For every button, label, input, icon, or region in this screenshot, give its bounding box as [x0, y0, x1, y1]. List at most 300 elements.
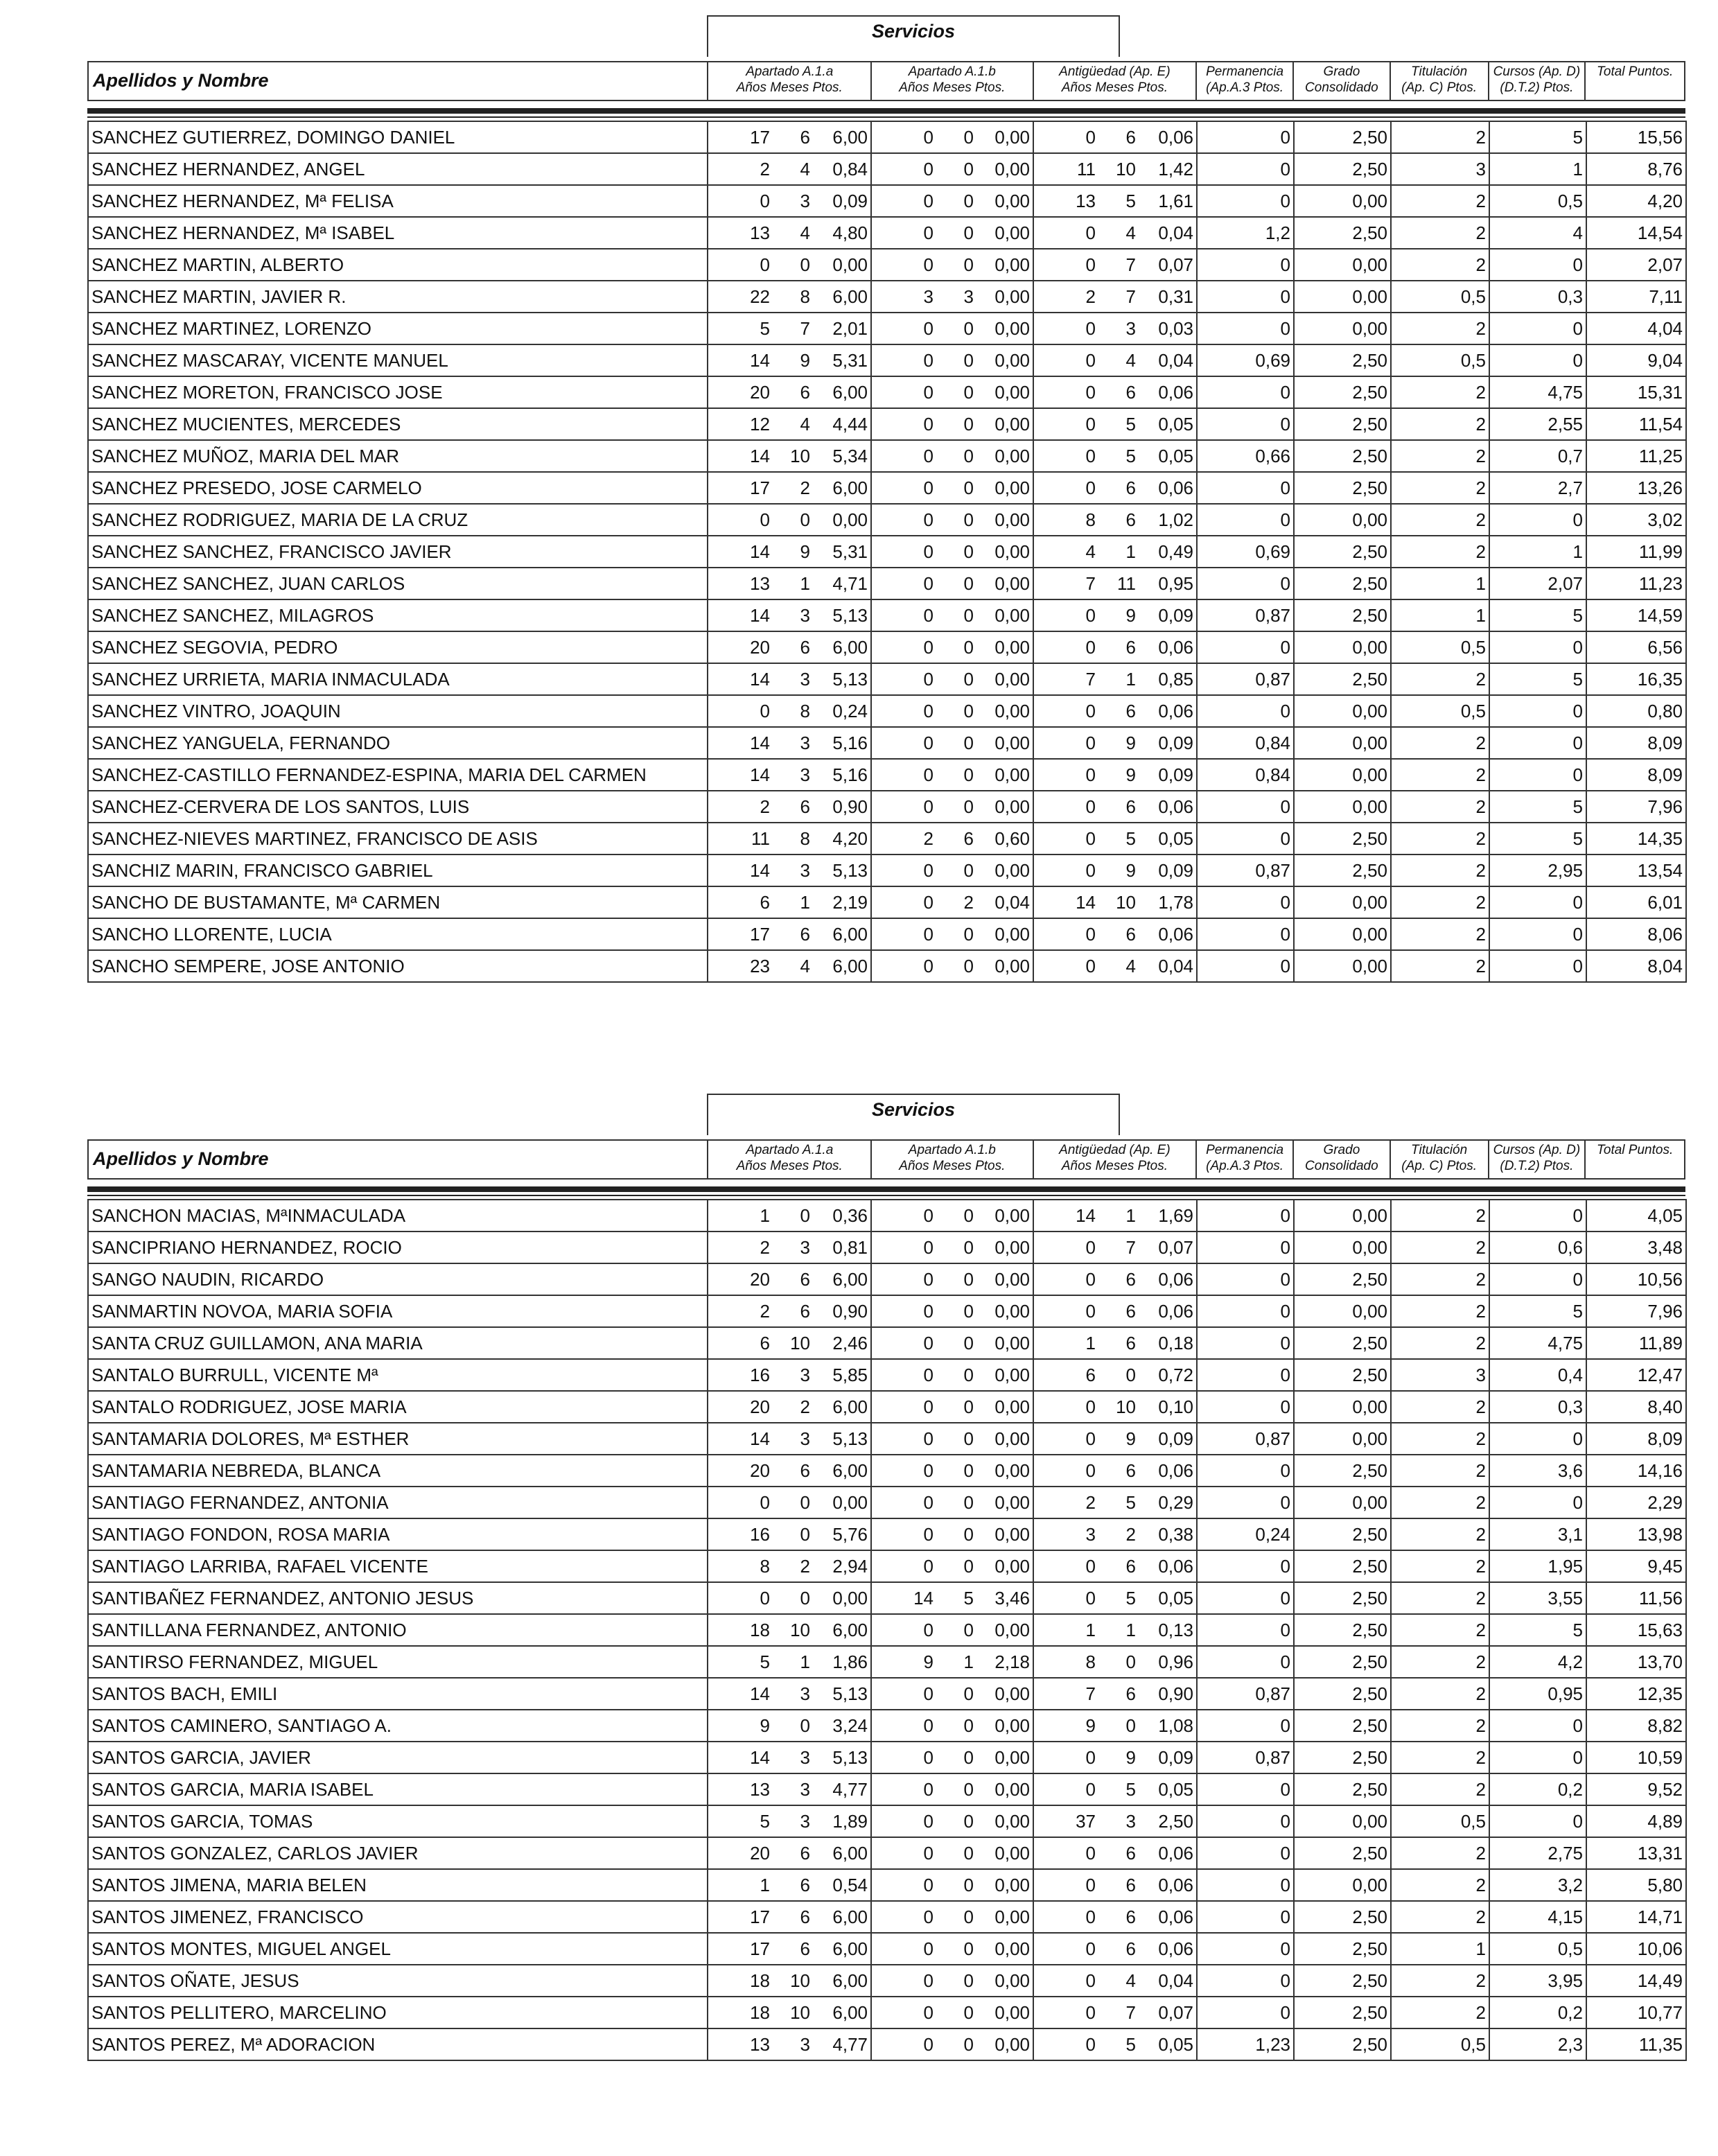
cell-a1a-months: 3 — [773, 1232, 813, 1263]
table-row — [88, 1232, 1686, 1263]
cell-a1a-years: 1 — [708, 1869, 773, 1901]
table-row — [88, 1710, 1686, 1742]
cell-antig-months: 6 — [1098, 1901, 1139, 1933]
cell-total: 12,35 — [1586, 1678, 1686, 1710]
col-header-cursos: Cursos (Ap. D) (D.T.2) Ptos. — [1488, 1141, 1585, 1178]
cell-a1b-years: 0 — [871, 1455, 936, 1487]
cell-a1b-months: 5 — [936, 1582, 976, 1614]
cell-titulacion: 2 — [1391, 313, 1489, 344]
cell-a1a-points: 5,16 — [813, 727, 871, 759]
cell-antig-years: 37 — [1033, 1805, 1098, 1837]
cell-a1a-years: 13 — [708, 1773, 773, 1805]
cell-a1b-points: 0,00 — [976, 1614, 1033, 1646]
cell-titulacion: 2 — [1391, 1263, 1489, 1295]
cell-a1b-points: 0,00 — [976, 217, 1033, 249]
cell-antig-points: 0,07 — [1139, 1232, 1197, 1263]
cell-a1b-points: 0,00 — [976, 376, 1033, 408]
cell-a1a-years: 2 — [708, 153, 773, 185]
table-row — [88, 918, 1686, 950]
cell-a1a-years: 20 — [708, 631, 773, 663]
cell-a1b-years: 0 — [871, 344, 936, 376]
cell-antig-points: 1,02 — [1139, 504, 1197, 536]
cell-a1b-points: 0,00 — [976, 1295, 1033, 1327]
cell-a1b-months: 0 — [936, 2028, 976, 2060]
cell-a1a-years: 6 — [708, 1327, 773, 1359]
table-row — [88, 568, 1686, 599]
cell-a1a-years: 14 — [708, 727, 773, 759]
cell-permanencia: 0 — [1197, 249, 1294, 281]
cell-a1a-points: 5,76 — [813, 1518, 871, 1550]
cell-permanencia: 0,66 — [1197, 440, 1294, 472]
data-table — [87, 121, 1687, 983]
cell-a1b-months: 0 — [936, 1263, 976, 1295]
cell-a1a-years: 20 — [708, 1837, 773, 1869]
cell-a1a-months: 6 — [773, 1263, 813, 1295]
cell-total: 6,56 — [1586, 631, 1686, 663]
cell-antig-years: 0 — [1033, 2028, 1098, 2060]
cell-a1a-years: 6 — [708, 886, 773, 918]
cell-cursos: 0 — [1489, 249, 1586, 281]
cell-cursos: 4,75 — [1489, 376, 1586, 408]
cell-name: SANTOS MONTES, MIGUEL ANGEL — [88, 1933, 708, 1965]
table-row — [88, 1391, 1686, 1423]
cell-permanencia: 0 — [1197, 185, 1294, 217]
cell-a1a-years: 0 — [708, 185, 773, 217]
cell-name: SANCHEZ-CERVERA DE LOS SANTOS, LUIS — [88, 791, 708, 823]
col-header-cursos: Cursos (Ap. D) (D.T.2) Ptos. — [1488, 62, 1585, 100]
cell-a1b-years: 0 — [871, 504, 936, 536]
cell-a1b-points: 0,00 — [976, 1869, 1033, 1901]
cell-grado: 2,50 — [1294, 408, 1391, 440]
cell-antig-years: 0 — [1033, 1965, 1098, 1997]
cell-a1a-points: 0,00 — [813, 1582, 871, 1614]
cell-antig-months: 6 — [1098, 504, 1139, 536]
cell-name: SANCHEZ-NIEVES MARTINEZ, FRANCISCO DE ASIS — [88, 823, 708, 854]
cell-permanencia: 0 — [1197, 1710, 1294, 1742]
cell-name: SANCHEZ SANCHEZ, FRANCISCO JAVIER — [88, 536, 708, 568]
cell-a1a-years: 13 — [708, 568, 773, 599]
cell-a1b-points: 0,00 — [976, 950, 1033, 982]
table-row — [88, 823, 1686, 854]
cell-cursos: 0 — [1489, 631, 1586, 663]
cell-a1a-years: 14 — [708, 1742, 773, 1773]
column-header-row — [87, 61, 1685, 101]
cell-a1b-months: 1 — [936, 1646, 976, 1678]
cell-antig-points: 0,13 — [1139, 1614, 1197, 1646]
cell-a1b-months: 0 — [936, 759, 976, 791]
cell-antig-years: 0 — [1033, 313, 1098, 344]
cell-a1a-months: 6 — [773, 791, 813, 823]
cell-antig-points: 0,09 — [1139, 759, 1197, 791]
cell-permanencia: 0 — [1197, 1200, 1294, 1232]
cell-antig-months: 9 — [1098, 727, 1139, 759]
cell-permanencia: 0 — [1197, 1359, 1294, 1391]
cell-antig-months: 6 — [1098, 918, 1139, 950]
cell-total: 13,31 — [1586, 1837, 1686, 1869]
cell-a1a-months: 6 — [773, 1455, 813, 1487]
cell-cursos: 3,1 — [1489, 1518, 1586, 1550]
cell-a1b-years: 0 — [871, 727, 936, 759]
cell-titulacion: 2 — [1391, 727, 1489, 759]
cell-name: SANCHO SEMPERE, JOSE ANTONIO — [88, 950, 708, 982]
cell-permanencia: 0,69 — [1197, 536, 1294, 568]
cell-titulacion: 2 — [1391, 1487, 1489, 1518]
cell-a1a-months: 10 — [773, 1997, 813, 2028]
cell-antig-years: 0 — [1033, 631, 1098, 663]
cell-grado: 2,50 — [1294, 121, 1391, 153]
cell-total: 8,09 — [1586, 727, 1686, 759]
header-rule-thick — [87, 108, 1685, 114]
cell-a1a-months: 6 — [773, 1295, 813, 1327]
cell-a1b-months: 0 — [936, 121, 976, 153]
cell-a1a-years: 16 — [708, 1518, 773, 1550]
cell-permanencia: 0,87 — [1197, 599, 1294, 631]
cell-a1a-months: 6 — [773, 918, 813, 950]
cell-a1a-months: 3 — [773, 663, 813, 695]
cell-antig-months: 6 — [1098, 472, 1139, 504]
cell-titulacion: 1 — [1391, 568, 1489, 599]
cell-name: SANTIRSO FERNANDEZ, MIGUEL — [88, 1646, 708, 1678]
cell-antig-years: 7 — [1033, 1678, 1098, 1710]
cell-a1a-years: 9 — [708, 1710, 773, 1742]
cell-a1b-points: 0,00 — [976, 759, 1033, 791]
cell-permanencia: 0 — [1197, 1391, 1294, 1423]
cell-antig-months: 5 — [1098, 185, 1139, 217]
cell-a1a-points: 0,84 — [813, 153, 871, 185]
cell-a1b-points: 0,00 — [976, 1710, 1033, 1742]
cell-name: SANTOS GARCIA, TOMAS — [88, 1805, 708, 1837]
cell-name: SANTOS JIMENEZ, FRANCISCO — [88, 1901, 708, 1933]
cell-a1a-months: 8 — [773, 281, 813, 313]
cell-grado: 2,50 — [1294, 1582, 1391, 1614]
cell-antig-months: 9 — [1098, 854, 1139, 886]
cell-a1b-months: 0 — [936, 1614, 976, 1646]
cell-grado: 2,50 — [1294, 472, 1391, 504]
cell-a1a-points: 4,71 — [813, 568, 871, 599]
cell-a1a-years: 2 — [708, 1232, 773, 1263]
cell-antig-months: 9 — [1098, 1742, 1139, 1773]
cell-a1a-months: 6 — [773, 1901, 813, 1933]
cell-a1b-points: 0,00 — [976, 1837, 1033, 1869]
cell-a1a-months: 4 — [773, 408, 813, 440]
cell-a1b-months: 0 — [936, 1487, 976, 1518]
cell-total: 10,56 — [1586, 1263, 1686, 1295]
table-row — [88, 1773, 1686, 1805]
cell-a1a-months: 9 — [773, 344, 813, 376]
cell-a1b-months: 0 — [936, 504, 976, 536]
cell-a1b-years: 0 — [871, 376, 936, 408]
cell-a1a-months: 10 — [773, 1614, 813, 1646]
cell-a1b-points: 0,04 — [976, 886, 1033, 918]
table-row — [88, 1614, 1686, 1646]
cell-a1a-points: 0,00 — [813, 1487, 871, 1518]
cell-permanencia: 0 — [1197, 1965, 1294, 1997]
cell-permanencia: 0 — [1197, 472, 1294, 504]
cell-permanencia: 0 — [1197, 1582, 1294, 1614]
cell-a1b-years: 0 — [871, 217, 936, 249]
cell-a1a-years: 14 — [708, 663, 773, 695]
cell-grado: 2,50 — [1294, 1773, 1391, 1805]
cell-a1b-years: 0 — [871, 663, 936, 695]
cell-name: SANCHEZ MASCARAY, VICENTE MANUEL — [88, 344, 708, 376]
cell-antig-years: 9 — [1033, 1710, 1098, 1742]
cell-a1a-points: 5,34 — [813, 440, 871, 472]
table-row — [88, 1646, 1686, 1678]
cell-antig-months: 7 — [1098, 1232, 1139, 1263]
cell-a1b-points: 0,00 — [976, 440, 1033, 472]
cell-cursos: 5 — [1489, 791, 1586, 823]
cell-a1a-months: 3 — [773, 2028, 813, 2060]
cell-antig-points: 0,06 — [1139, 631, 1197, 663]
cell-a1a-years: 11 — [708, 823, 773, 854]
cell-grado: 2,50 — [1294, 1710, 1391, 1742]
table-row — [88, 1582, 1686, 1614]
cell-a1a-months: 4 — [773, 950, 813, 982]
cell-antig-months: 1 — [1098, 663, 1139, 695]
cell-name: SANTIBAÑEZ FERNANDEZ, ANTONIO JESUS — [88, 1582, 708, 1614]
cell-a1b-points: 0,60 — [976, 823, 1033, 854]
cell-grado: 0,00 — [1294, 1487, 1391, 1518]
cell-a1a-months: 3 — [773, 1359, 813, 1391]
cell-antig-points: 0,85 — [1139, 663, 1197, 695]
table-row — [88, 1327, 1686, 1359]
cell-cursos: 3,6 — [1489, 1455, 1586, 1487]
cell-permanencia: 0 — [1197, 1933, 1294, 1965]
cell-total: 15,63 — [1586, 1614, 1686, 1646]
cell-cursos: 0 — [1489, 1805, 1586, 1837]
cell-name: SANTOS PELLITERO, MARCELINO — [88, 1997, 708, 2028]
cell-name: SANCHEZ GUTIERREZ, DOMINGO DANIEL — [88, 121, 708, 153]
cell-a1b-points: 0,00 — [976, 1359, 1033, 1391]
cell-a1b-months: 0 — [936, 344, 976, 376]
cell-cursos: 5 — [1489, 599, 1586, 631]
cell-a1a-months: 8 — [773, 823, 813, 854]
cell-a1b-months: 0 — [936, 249, 976, 281]
cell-name: SANCHEZ PRESEDO, JOSE CARMELO — [88, 472, 708, 504]
cell-antig-points: 0,07 — [1139, 249, 1197, 281]
cell-total: 8,82 — [1586, 1710, 1686, 1742]
cell-antig-years: 7 — [1033, 568, 1098, 599]
cell-a1a-years: 2 — [708, 791, 773, 823]
cell-cursos: 0,6 — [1489, 1232, 1586, 1263]
cell-a1b-months: 0 — [936, 568, 976, 599]
cell-total: 9,45 — [1586, 1550, 1686, 1582]
cell-a1b-months: 0 — [936, 1742, 976, 1773]
cell-antig-points: 0,06 — [1139, 695, 1197, 727]
col-header-a1b: Apartado A.1.b Años Meses Ptos. — [870, 1141, 1033, 1178]
cell-total: 13,54 — [1586, 854, 1686, 886]
cell-antig-years: 4 — [1033, 536, 1098, 568]
cell-a1b-years: 0 — [871, 2028, 936, 2060]
cell-a1b-months: 0 — [936, 153, 976, 185]
cell-name: SANCHEZ SANCHEZ, MILAGROS — [88, 599, 708, 631]
col-header-titulacion: Titulación (Ap. C) Ptos. — [1390, 62, 1488, 100]
cell-a1a-months: 10 — [773, 1327, 813, 1359]
cell-antig-points: 0,90 — [1139, 1678, 1197, 1710]
cell-total: 11,99 — [1586, 536, 1686, 568]
cell-a1a-years: 17 — [708, 472, 773, 504]
cell-antig-years: 0 — [1033, 1295, 1098, 1327]
cell-a1a-months: 3 — [773, 1805, 813, 1837]
cell-antig-points: 0,06 — [1139, 1295, 1197, 1327]
cell-a1a-months: 6 — [773, 631, 813, 663]
cell-grado: 2,50 — [1294, 217, 1391, 249]
table-row — [88, 281, 1686, 313]
cell-total: 11,54 — [1586, 408, 1686, 440]
cell-antig-years: 0 — [1033, 472, 1098, 504]
cell-a1b-months: 6 — [936, 823, 976, 854]
cell-a1a-points: 4,44 — [813, 408, 871, 440]
cell-permanencia: 0 — [1197, 1869, 1294, 1901]
col-header-titulacion: Titulación (Ap. C) Ptos. — [1390, 1141, 1488, 1178]
cell-antig-years: 14 — [1033, 1200, 1098, 1232]
cell-name: SANMARTIN NOVOA, MARIA SOFIA — [88, 1295, 708, 1327]
cell-a1a-points: 0,00 — [813, 504, 871, 536]
cell-antig-months: 4 — [1098, 344, 1139, 376]
cell-antig-points: 0,72 — [1139, 1359, 1197, 1391]
cell-titulacion: 2 — [1391, 1678, 1489, 1710]
cell-titulacion: 0,5 — [1391, 281, 1489, 313]
cell-total: 12,47 — [1586, 1359, 1686, 1391]
table-row — [88, 344, 1686, 376]
cell-cursos: 0,3 — [1489, 1391, 1586, 1423]
cell-antig-years: 0 — [1033, 376, 1098, 408]
cell-a1b-points: 0,00 — [976, 695, 1033, 727]
cell-titulacion: 0,5 — [1391, 2028, 1489, 2060]
cell-antig-months: 0 — [1098, 1646, 1139, 1678]
cell-a1b-years: 0 — [871, 1965, 936, 1997]
cell-a1b-points: 0,00 — [976, 663, 1033, 695]
cell-a1b-points: 0,00 — [976, 313, 1033, 344]
cell-total: 7,96 — [1586, 791, 1686, 823]
cell-titulacion: 0,5 — [1391, 344, 1489, 376]
cell-name: SANGO NAUDIN, RICARDO — [88, 1263, 708, 1295]
cell-cursos: 0 — [1489, 1423, 1586, 1455]
cell-a1b-years: 0 — [871, 1901, 936, 1933]
cell-total: 9,04 — [1586, 344, 1686, 376]
cell-a1a-years: 12 — [708, 408, 773, 440]
cell-a1b-points: 0,00 — [976, 1550, 1033, 1582]
cell-name: SANTOS OÑATE, JESUS — [88, 1965, 708, 1997]
cell-grado: 0,00 — [1294, 727, 1391, 759]
cell-a1b-points: 0,00 — [976, 727, 1033, 759]
cell-name: SANTALO BURRULL, VICENTE Mª — [88, 1359, 708, 1391]
cell-total: 4,05 — [1586, 1200, 1686, 1232]
column-header-row — [87, 1139, 1685, 1180]
col-header-antiguedad: Antigüedad (Ap. E) Años Meses Ptos. — [1033, 1141, 1196, 1178]
cell-antig-months: 6 — [1098, 1869, 1139, 1901]
cell-cursos: 3,55 — [1489, 1582, 1586, 1614]
cell-cursos: 0,3 — [1489, 281, 1586, 313]
cell-name: SANCHEZ YANGUELA, FERNANDO — [88, 727, 708, 759]
cell-antig-months: 6 — [1098, 376, 1139, 408]
cell-a1b-months: 0 — [936, 1200, 976, 1232]
cell-a1a-months: 6 — [773, 1869, 813, 1901]
cell-permanencia: 0 — [1197, 1487, 1294, 1518]
cell-a1a-points: 0,81 — [813, 1232, 871, 1263]
cell-permanencia: 1,2 — [1197, 217, 1294, 249]
cell-total: 5,80 — [1586, 1869, 1686, 1901]
cell-grado: 0,00 — [1294, 791, 1391, 823]
cell-a1a-points: 0,54 — [813, 1869, 871, 1901]
cell-a1b-months: 0 — [936, 217, 976, 249]
cell-a1a-months: 3 — [773, 1423, 813, 1455]
cell-titulacion: 2 — [1391, 1742, 1489, 1773]
cell-name: SANCHEZ MARTIN, JAVIER R. — [88, 281, 708, 313]
cell-grado: 0,00 — [1294, 1295, 1391, 1327]
cell-a1a-points: 5,31 — [813, 536, 871, 568]
cell-total: 11,89 — [1586, 1327, 1686, 1359]
cell-permanencia: 0 — [1197, 1646, 1294, 1678]
cell-titulacion: 2 — [1391, 1614, 1489, 1646]
cell-a1a-points: 1,86 — [813, 1646, 871, 1678]
cell-antig-years: 8 — [1033, 504, 1098, 536]
cell-a1a-points: 3,24 — [813, 1710, 871, 1742]
cell-titulacion: 2 — [1391, 1965, 1489, 1997]
cell-a1a-years: 5 — [708, 1646, 773, 1678]
cell-titulacion: 2 — [1391, 1646, 1489, 1678]
servicios-header: Servicios — [707, 15, 1120, 57]
cell-cursos: 1,95 — [1489, 1550, 1586, 1582]
cell-a1a-months: 3 — [773, 185, 813, 217]
header-rule-thin — [87, 1195, 1685, 1196]
cell-a1b-months: 0 — [936, 440, 976, 472]
cell-a1a-points: 2,01 — [813, 313, 871, 344]
cell-a1b-months: 0 — [936, 1232, 976, 1263]
cell-total: 8,06 — [1586, 918, 1686, 950]
cell-a1b-years: 0 — [871, 568, 936, 599]
cell-a1b-points: 0,00 — [976, 281, 1033, 313]
table-row — [88, 2028, 1686, 2060]
cell-permanencia: 0 — [1197, 504, 1294, 536]
cell-antig-points: 0,05 — [1139, 408, 1197, 440]
cell-antig-months: 6 — [1098, 121, 1139, 153]
cell-a1b-points: 0,00 — [976, 504, 1033, 536]
cell-antig-months: 5 — [1098, 823, 1139, 854]
cell-antig-months: 6 — [1098, 1933, 1139, 1965]
cell-grado: 0,00 — [1294, 281, 1391, 313]
cell-cursos: 4,2 — [1489, 1646, 1586, 1678]
cell-cursos: 3,95 — [1489, 1965, 1586, 1997]
cell-antig-months: 9 — [1098, 759, 1139, 791]
cell-antig-months: 6 — [1098, 631, 1139, 663]
cell-a1b-years: 14 — [871, 1582, 936, 1614]
cell-permanencia: 0 — [1197, 568, 1294, 599]
cell-name: SANCHON MACIAS, MªINMACULADA — [88, 1200, 708, 1232]
cell-a1a-points: 0,09 — [813, 185, 871, 217]
cell-a1a-points: 5,31 — [813, 344, 871, 376]
cell-grado: 0,00 — [1294, 631, 1391, 663]
cell-a1b-months: 0 — [936, 854, 976, 886]
servicios-header: Servicios — [707, 1094, 1120, 1135]
cell-a1b-points: 0,00 — [976, 918, 1033, 950]
cell-a1a-months: 3 — [773, 1773, 813, 1805]
cell-a1b-months: 0 — [936, 1837, 976, 1869]
cell-titulacion: 2 — [1391, 1773, 1489, 1805]
cell-titulacion: 2 — [1391, 1837, 1489, 1869]
cell-antig-points: 0,04 — [1139, 344, 1197, 376]
cell-a1a-points: 5,13 — [813, 854, 871, 886]
cell-antig-years: 0 — [1033, 1232, 1098, 1263]
cell-a1b-points: 0,00 — [976, 472, 1033, 504]
cell-total: 10,77 — [1586, 1997, 1686, 2028]
cell-antig-points: 0,09 — [1139, 1423, 1197, 1455]
cell-a1b-years: 0 — [871, 1423, 936, 1455]
cell-a1a-years: 14 — [708, 759, 773, 791]
table-row — [88, 376, 1686, 408]
table-row — [88, 695, 1686, 727]
cell-permanencia: 0,87 — [1197, 663, 1294, 695]
